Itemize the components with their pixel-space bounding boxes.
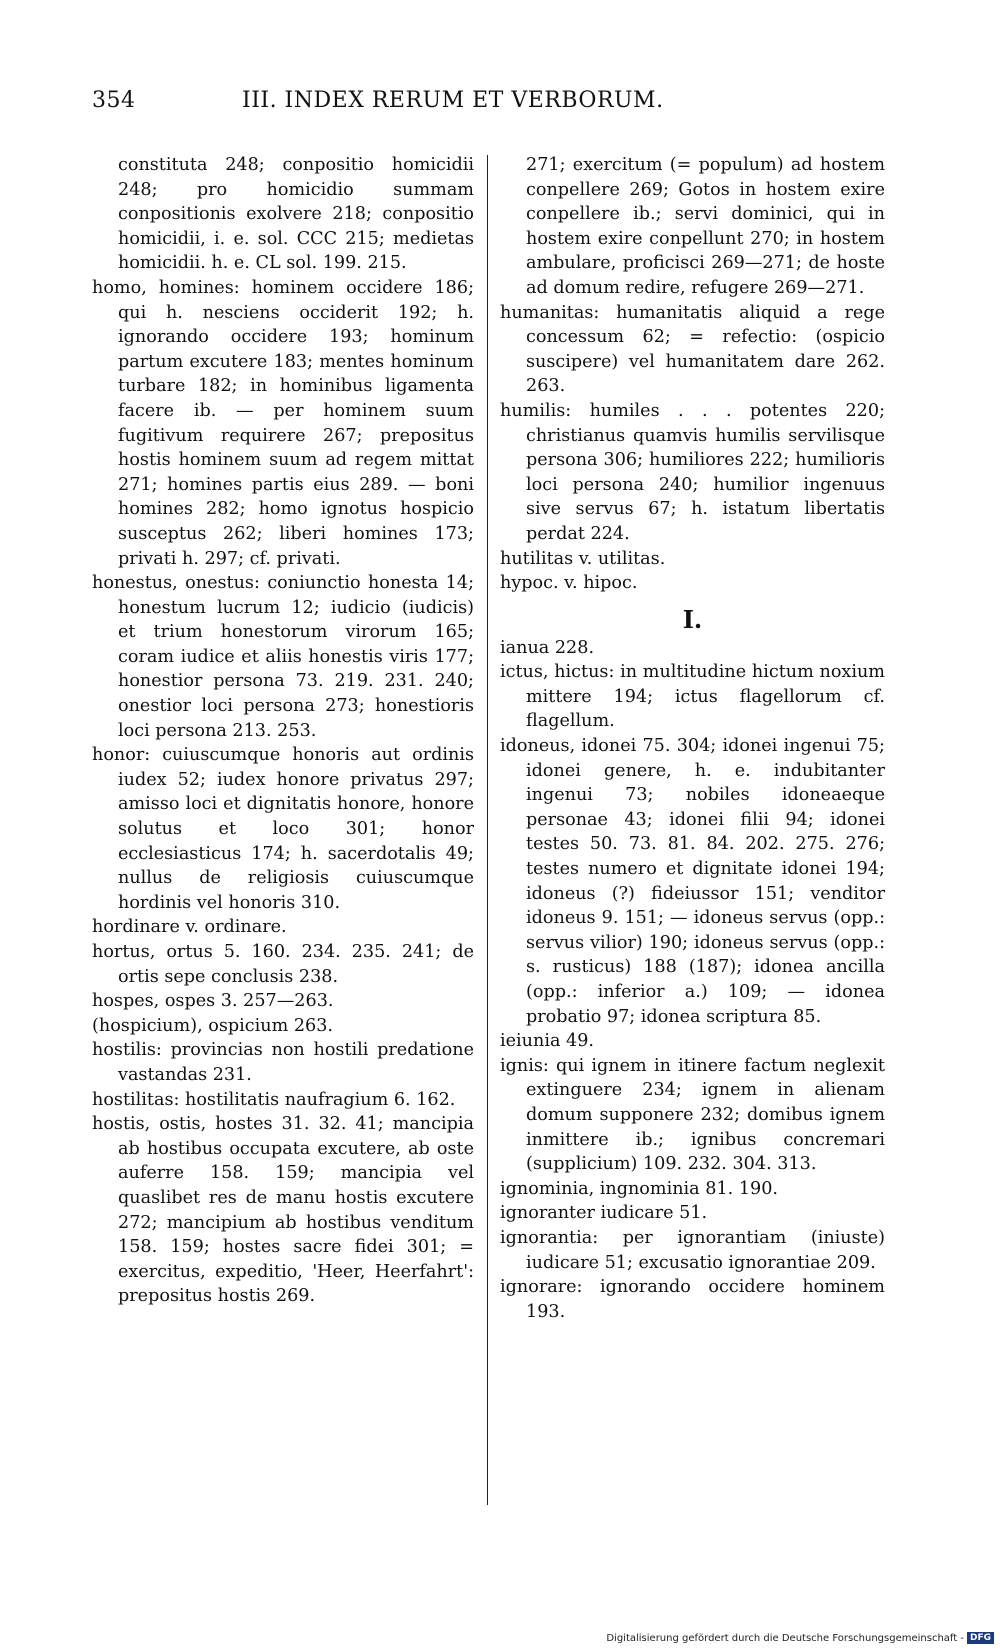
left-column [92,153,474,1309]
index-entry: hospes, ospes 3. 257—263. [92,991,334,1012]
index-entry: ictus, hictus: in multitudine hictum noxium mittere 194; ictus flagellorum cf. flagellum. [500,662,885,732]
index-entry: humanitas: humanitatis aliquid a rege concessum 62; = refectio: (ospicio suscipere) vel humanitatem dare 262. 263. [500,302,885,397]
index-entry: ignorantia: per ignorantiam (iniuste) iudicare 51; excusatio ignorantiae 209. [500,1227,885,1273]
section-letter: I. [682,604,703,634]
index-entry: hostis, ostis, hostes 31. 32. 41; mancipia ab hostibus occupata excutere, ab oste auferre 158. 159; mancipia vel quaslibet res de manu hostis excutere 272; mancipium ab hostibus venditum 158. 159; hostes sacre fidei 301; = exercitus, expeditio, 'Heer, Heerfahrt': prepositus hostis 269. [92,1114,474,1307]
index-entry: hortus, ortus 5. 160. 234. 235. 241; de ortis sepe conclusis 238. [92,942,474,987]
index-entry: humilis: humiles . . . potentes 220; christianus quamvis humilis servilisque persona 306; humiliores 222; humilioris loci persona 240; humilior ingenuus sive servus 67; h. istatum libertatis perdat 224. [500,400,885,544]
index-entry: ignoranter iudicare 51. [500,1203,708,1224]
column-divider [487,155,488,1505]
page-number: 354 [92,88,136,113]
index-entry: ianua 228. [500,637,595,658]
index-entry: hypoc. v. hipoc. [500,573,638,594]
index-entry: ieiunia 49. [500,1031,595,1052]
index-entry: ignorare: ignorando occidere hominem 193. [500,1277,885,1322]
index-entry: hostilitas: hostilitatis naufragium 6. 162. [92,1089,456,1110]
footer [606,1632,994,1644]
index-entry: honor: cuiuscumque honoris aut ordinis iudex 52; iudex honore privatus 297; amisso loci et dignitatis honore, honore solutus et loco 301; honor ecclesiasticus 174; h. sacerdotalis 49; nullus de religiosis cuiuscumque hordinis vel honoris 310. [92,745,474,913]
index-entry: idoneus, idonei 75. 304; idonei ingenui 75; idonei genere, h. e. indubitanter ingenui 73; nobiles idoneaeque personae 43; idonei filii 94; idonei testes 50. 73. 81. 84. 202. 275. 276; testes numero et dignitate idonei 194; idoneus (?) fideiussor 151; venditor idoneus 9. 151; — idoneus servus (opp.: servus vilior) 190; idoneus servus (opp.: s. rusticus) 188 (187); idonea ancilla (opp.: inferior a.) 109; — idonea probatio 97; idonea scriptura 85. [500,736,885,1027]
index-entry: (hospicium), ospicium 263. [92,1015,334,1036]
right-column [500,153,885,1324]
index-entry: hutilitas v. utilitas. [500,548,666,569]
index-entry-continued: 271; exercitum (= populum) ad hostem conpellere 269; Gotos in hostem exire conpellere ib.; servi dominici, qui in hostem exire conpellunt 270; in hostem ambulare, proficisci 269—271; de hoste ad domum redire, refugere 269—271. [526,155,885,298]
index-entry: honestus, onestus: coniunctio honesta 14; honestum lucrum 12; iudicio (iudicis) et trium honestorum virorum 165; coram iudice et aliis honestis viris 177; honestior persona 73. 219. 231. 240; onestior loci persona 273; honestioris loci persona 213. 253. [92,573,474,741]
index-entry: hordinare v. ordinare. [92,917,287,938]
dfg-logo: DFG [967,1632,994,1644]
footer-text: Digitalisierung gefördert durch die Deutsche Forschungsgemeinschaft - [606,1632,964,1644]
index-entry-continued: constituta 248; conpositio homicidii 248; pro homicidio summam conpositionis exolvere 218; conpositio homicidii, i. e. sol. CCC 215; medietas homicidii. h. e. CL sol. 199. 215. [118,155,474,274]
index-entry: hostilis: provincias non hostili predatione vastandas 231. [92,1040,474,1085]
running-title: III. INDEX RERUM ET VERBORUM. [242,88,664,113]
index-entry: ignis: qui ignem in itinere factum neglexit extinguere 234; ignem in alienam domum supponere 232; domibus ignem inmittere ib.; ignibus concremari (supplicium) 109. 232. 304. 313. [500,1055,885,1175]
index-entry: homo, homines: hominem occidere 186; qui h. nesciens occiderit 192; h. ignorando occidere 193; hominum partum excutere 183; mentes hominum turbare 182; in hominibus ligamenta facere ib. — per hominem suum fugitivum requirere 267; prepositus hostis hominem suum ad regem mittat 271; homines partis eius 289. — boni homines 282; homo ignotus hospicio susceptus 262; liberi homines 173; privati h. 297; cf. privati. [92,277,474,569]
index-entry: ignominia, ingnominia 81. 190. [500,1178,778,1199]
